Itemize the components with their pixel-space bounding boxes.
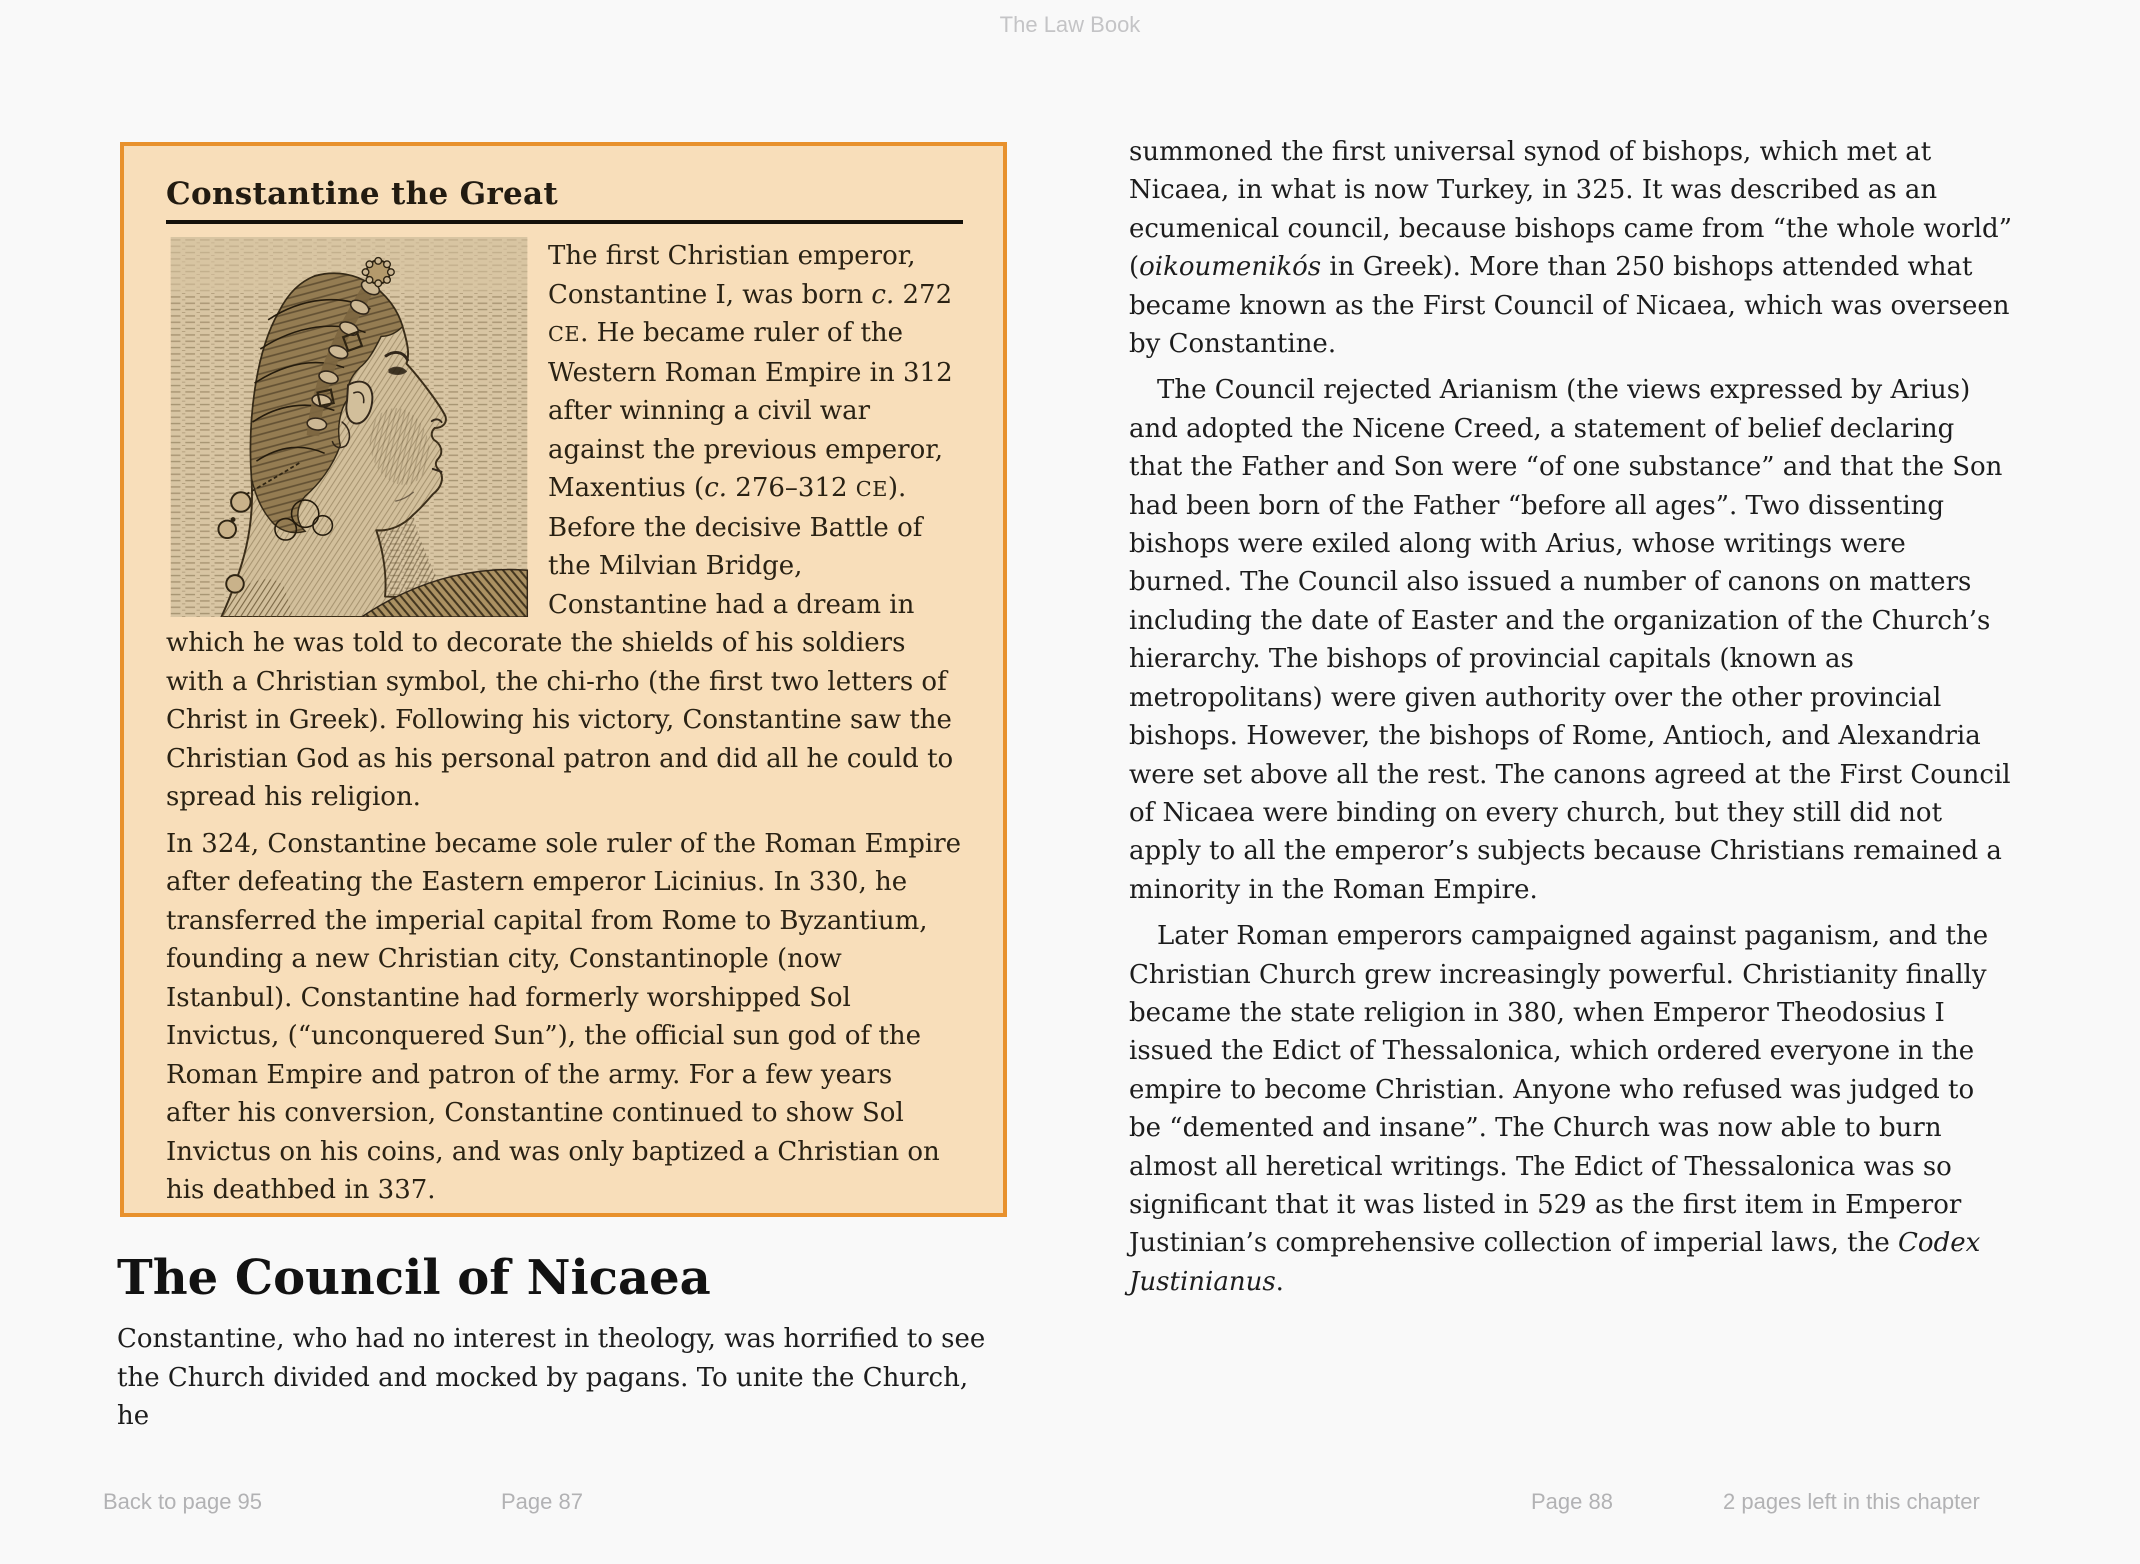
text-segment: 276–312 [727, 473, 856, 503]
text-segment: CE [855, 477, 888, 501]
text-segment: summoned the first universal synod of bishops, which met at Nicaea, in what is now Turkey, in 325. It was described as an ecumenical council, because bishops came from “the whole world” ( [1129, 137, 2012, 283]
engraving-svg [166, 237, 532, 617]
left-page-number: Page 87 [501, 1489, 583, 1514]
section-heading: The Council of Nicaea [117, 1250, 711, 1306]
text-segment: 272 [894, 279, 953, 310]
infobox-paragraph [166, 825, 963, 1210]
pages-left-label: 2 pages left in this chapter [1723, 1489, 1980, 1514]
infobox-title: Constantine the Great [166, 176, 559, 212]
body-paragraph [1129, 371, 2013, 909]
text-segment: c. [704, 473, 728, 503]
back-to-page-link[interactable]: Back to page 95 [103, 1489, 263, 1514]
right-page [1129, 133, 2013, 1309]
infobox-title-rule [166, 220, 963, 224]
text-segment: The Council rejected Arianism (the views expressed by Arius) and adopted the Nicene Creed, a statement of belief declaring that the Father and Son were “of one substance” and that the Son had been born of the Father “before all ages”. Two dissenting bishops were exiled along with Arius, whose writings were burned. The Council also issued a number of canons on matters including the date of Easter and the organization of the Church’s hierarchy. The bishops of provincial capitals (known as metropolitans) were given authority over the other provincial bishops. However, the bishops of Rome, Antioch, and Alexandria were set above all the rest. The canons agreed at the First Council of Nicaea were binding on every church, but they still did not apply to all the emperor’s subjects because Christians remained a minority in the Roman Empire. [1129, 375, 2011, 905]
text-segment: ). Before the decisive Battle of the Milvian Bridge, Constantine had a dream in which he was told to decorate the shields of his soldiers with a Christian symbol, the chi-rho (the first two letters of Christ in Greek). Following his victory, Constantine saw the Christian God as his personal patron and did all he could to spread his religion. [166, 473, 954, 812]
text-segment: . He became ruler of the Western Roman Empire in 312 after winning a civil war against the previous emperor, Maxentius ( [548, 318, 953, 503]
body-paragraph [1129, 917, 2013, 1301]
constantine-engraving-image [166, 237, 532, 617]
book-title: The Law Book [999, 12, 1141, 37]
infobox-body [166, 237, 963, 1210]
text-segment: oikoumenikós [1139, 252, 1322, 283]
body-paragraph: Constantine, who had no interest in theology, was horrified to see the Church divided and mocked by pagans. To unite the Church, he [117, 1324, 986, 1431]
text-segment: Later Roman emperors campaigned against paganism, and the Christian Church grew increasingly powerful. Christianity finally became the state religion in 380, when Emperor Theodosius I issued the Edict of Thessalonica, which ordered everyone in the empire to become Christian. Anyone who refused was judged to be “demented and insane”. The Church was now able to burn almost all heretical writings. The Edict of Thessalonica was so significant that it was listed in 529 as the first item in Emperor Justinian’s comprehensive collection of imperial laws, the [1129, 921, 1989, 1259]
text-segment: The first Christian emperor, Constantine I, was born [548, 241, 916, 310]
right-page-number: Page 88 [1531, 1489, 1613, 1514]
text-segment: in Greek). More than 250 bishops attended what became known as the First Council of Nicaea, which was overseen by Constantine. [1129, 252, 2010, 360]
text-segment: c. [871, 279, 895, 310]
text-segment: Codex Justinianus [1129, 1228, 1981, 1297]
text-segment: CE [548, 322, 581, 346]
text-segment: In 324, Constantine became sole ruler of the Roman Empire after defeating the Eastern emperor Licinius. In 330, he transferred the imperial capital from Rome to Byzantium, founding a new Christian city, Constantinople (now Istanbul). Constantine had formerly worshipped Sol Invictus, (“unconquered Sun”), the official sun god of the Roman Empire and patron of the army. For a few years after his conversion, Constantine continued to show Sol Invictus on his coins, and was only baptized a Christian on his deathbed in 337. [166, 828, 962, 1205]
constantine-infobox [120, 142, 1007, 1217]
body-paragraph [1129, 133, 2013, 363]
text-segment: . [1275, 1266, 1284, 1297]
